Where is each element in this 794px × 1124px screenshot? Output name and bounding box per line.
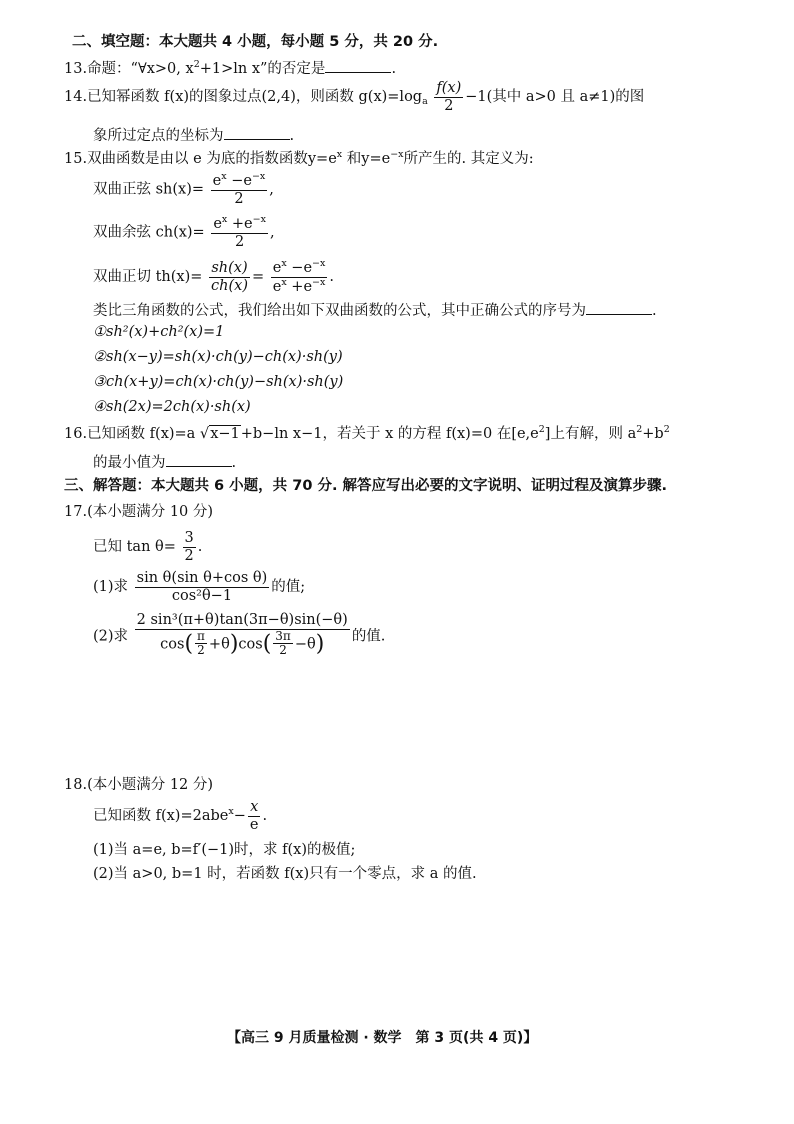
question-15-intro: 15.双曲函数是由以 e 为底的指数函数$y=e^x$ 和$y=e^{-x}$所产生的. 其定义为:: [64, 149, 534, 167]
question-17-header: [64, 500, 213, 521]
question-number: 14.: [64, 89, 88, 106]
question-18-part2: (2)当 a>0, b=1 时，若函数 f(x)只有一个零点，求 a 的值.: [93, 866, 477, 882]
question-text-cont: −1(其中 a>0 且 a≠1)的图: [465, 89, 645, 106]
question-18-header: [64, 773, 213, 794]
tanh-definition: 双曲正切 th(x)= $\frac{sh(x)}{ch(x)}$ = $\frac{e^x -e^{-x}}{e^x +e^{-x}}$ .: [93, 258, 334, 295]
question-14-line2: 象所过定点的坐标为 .: [93, 128, 295, 144]
question-16: 16.已知函数 f(x)=a √x−1+b−ln x−1，若关于 x 的方程 f(x)=0 在$[e,e^2]$上有解，则 $a^2+b^2$: [64, 424, 670, 442]
question-number: 15.: [64, 151, 88, 167]
score-note: (本小题满分 10 分): [87, 504, 214, 520]
fraction: $\frac{3}{2}$: [184, 530, 194, 564]
question-15-prompt: 类比三角函数的公式，我们给出如下双曲函数的公式，其中正确公式的序号为 .: [93, 303, 657, 319]
fraction: $\frac{e^x +e^{-x}}{2}$: [213, 214, 266, 250]
answer-blank[interactable]: [166, 454, 232, 467]
fraction: $\frac{sh(x)}{ch(x)}$: [211, 260, 248, 294]
question-17-part2: (2)求 2 sin³(π+θ)tan(3π−θ)sin(−θ) cos( $\frac{\pi}{2}$ +θ)cos( $\frac{3\pi}{2}$ −θ) 的值.: [93, 612, 386, 658]
section-heading-fill-in: 二、填空题：本大题共 4 小题，每小题 5 分，共 20 分.: [72, 34, 439, 50]
question-18-given: 已知函数 f(x)=2abe$^x$− $\frac{x}{e}$ .: [93, 799, 268, 833]
fraction: $\frac{x}{e}$: [249, 799, 259, 833]
score-note: (本小题满分 12 分): [87, 777, 214, 793]
question-14: 14.已知幂函数 f(x)的图象过点(2,4)，则函数 $g(x)=\log_a$ $\frac{f(x)}{2}$ −1(其中 a>0 且 a≠1)的图: [64, 80, 645, 114]
option-3: ③ch(x+y)=ch(x)·ch(y)−sh(x)·sh(y): [93, 374, 344, 390]
cosh-definition: 双曲余弦 ch(x)= $\frac{e^x +e^{-x}}{2}$ ,: [93, 214, 275, 250]
page-footer: 【高三 9 月质量检测 · 数学 第 3 页(共 4 页)】: [227, 1030, 538, 1046]
answer-blank[interactable]: [325, 60, 391, 73]
option-4: ④sh(2x)=2ch(x)·sh(x): [93, 399, 251, 415]
option-1: ①sh²(x)+ch²(x)=1: [93, 324, 225, 340]
question-16-line2: 的最小值为 .: [93, 455, 237, 471]
question-17-part1: (1)求 $\frac{\text{sin θ(sin θ+cos θ)}}{\text{cos²θ−1}}$ 的值;: [93, 570, 306, 604]
question-text: 已知幂函数 f(x)的图象过点(2,4)，则函数 g(x)=log: [87, 89, 423, 106]
fraction: $\frac{e^x -e^{-x}}{e^x +e^{-x}}$: [272, 258, 326, 295]
question-number: 18.: [64, 777, 88, 793]
question-number: 16.: [64, 426, 88, 442]
question-18-part1: (1)当 a=e, b=f′(−1)时，求 f(x)的极值;: [93, 842, 356, 858]
question-text-cont: +1>ln x”的否定是: [199, 61, 326, 77]
fraction: 2 sin³(π+θ)tan(3π−θ)sin(−θ) cos( $\frac{\pi}{2}$ +θ)cos( $\frac{3\pi}{2}$ −θ): [136, 612, 348, 658]
answer-blank[interactable]: [224, 127, 290, 140]
question-number: 13.: [64, 61, 88, 77]
section-heading-answer: 三、解答题：本大题共 6 小题，共 70 分. 解答应写出必要的文字说明、证明过程及演算步骤.: [64, 478, 668, 494]
fraction: $\frac{\text{sin θ(sin θ+cos θ)}}{\text{cos²θ−1}}$: [136, 570, 268, 604]
question-13: 13.命题：“∀x>0, $x^2+1>\ln$ x”的否定是 .: [64, 59, 397, 77]
question-number: 17.: [64, 504, 88, 520]
fraction: $\frac{f(x)}{2}$: [436, 80, 462, 114]
answer-blank[interactable]: [586, 302, 652, 315]
option-2: ②sh(x−y)=sh(x)·ch(y)−ch(x)·sh(y): [93, 349, 343, 365]
sinh-definition: 双曲正弦 sh(x)= $\frac{e^x -e^{-x}}{2}$ ,: [93, 171, 274, 207]
fraction: $\frac{e^x -e^{-x}}{2}$: [212, 171, 266, 207]
question-text: 命题：“∀x>0, x: [87, 61, 194, 77]
question-17-given: 已知 tan θ= $\frac{3}{2}$ .: [93, 530, 203, 564]
